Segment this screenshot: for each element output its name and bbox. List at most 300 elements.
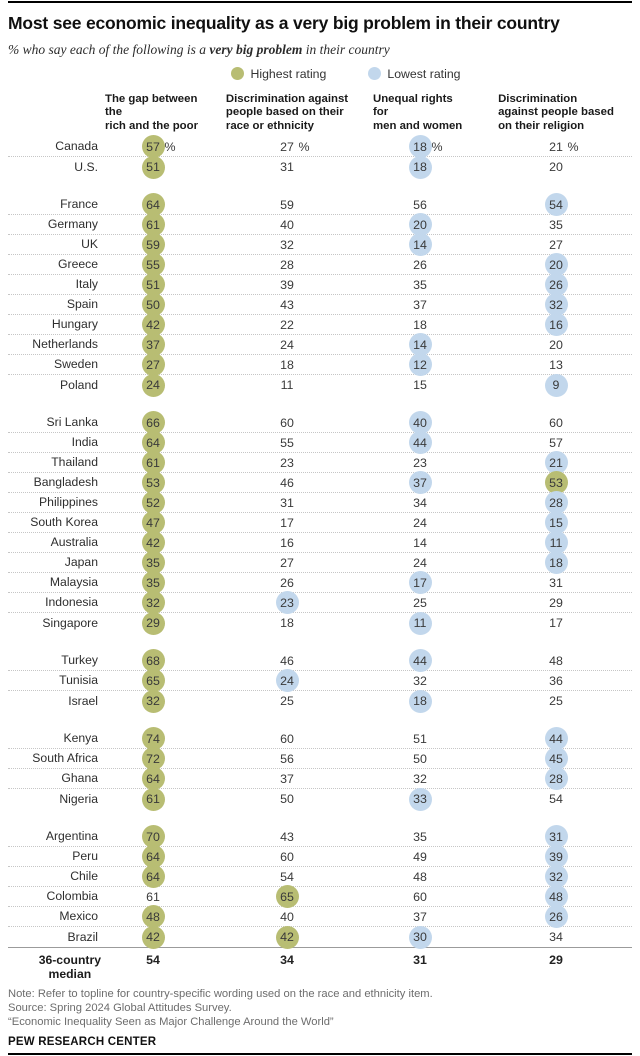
brand-wordmark: PEW RESEARCH CENTER (8, 1036, 157, 1048)
high-rating-bubble: 61 (142, 788, 165, 811)
value-cell (467, 493, 629, 512)
value-cell (201, 275, 373, 294)
value-text: 37 (413, 909, 427, 924)
value-cell (467, 553, 629, 572)
value-cell (467, 513, 629, 532)
value-cell (373, 413, 467, 432)
high-rating-bubble: 35 (142, 571, 165, 594)
value-cell (373, 651, 467, 670)
value-cell (467, 573, 629, 592)
table-row (8, 533, 632, 553)
median-value: 29 (549, 953, 563, 967)
country-group (8, 413, 632, 633)
country-label: Poland (60, 377, 98, 392)
country-label: South Korea (30, 515, 98, 529)
value-cell (467, 315, 629, 334)
table-row (8, 473, 632, 493)
median-label: 36-country median (38, 953, 101, 981)
country-label: Sri Lanka (46, 415, 98, 429)
value-cell (373, 553, 467, 572)
low-rating-bubble: 45 (545, 747, 568, 770)
value-text: 24 (280, 337, 294, 352)
value-cell (105, 315, 201, 334)
value-cell: 21 % (467, 137, 629, 156)
low-rating-dot-icon (368, 67, 381, 80)
value-text: 37 (280, 771, 294, 786)
country-label: Argentina (45, 829, 98, 843)
value-text: 60 (549, 415, 563, 430)
bottom-rule (8, 1053, 632, 1055)
high-rating-bubble: 64 (142, 767, 165, 790)
value-cell (467, 473, 629, 492)
value-cell (105, 215, 201, 234)
value-cell (105, 195, 201, 214)
column-header (373, 93, 467, 134)
value-text: 26 (413, 257, 427, 272)
value-cell (373, 533, 467, 552)
country-group (8, 651, 632, 711)
value-cell (467, 692, 629, 711)
value-text: 16 (280, 535, 294, 550)
value-text: 46 (280, 475, 294, 490)
low-rating-bubble: 12 (409, 353, 432, 376)
value-text: 29 (549, 595, 563, 610)
value-cell (373, 255, 467, 274)
country-label: Thailand (51, 455, 98, 469)
country-label: Tunisia (59, 673, 98, 687)
high-rating-bubble: 32 (142, 690, 165, 713)
value-cell (201, 453, 373, 472)
value-cell (105, 513, 201, 532)
value-cell (105, 553, 201, 572)
country-label: Indonesia (45, 595, 98, 609)
country-group (8, 827, 632, 947)
value-text: 17 (280, 515, 294, 530)
value-cell (201, 255, 373, 274)
column-headers (8, 87, 632, 137)
country-label: Nigeria (59, 791, 98, 806)
table-row (8, 375, 632, 395)
high-rating-bubble: 29 (142, 612, 165, 635)
country-label: Netherlands (32, 337, 98, 351)
table-row (8, 355, 632, 375)
value-cell (201, 769, 373, 788)
value-text: 31 (549, 575, 563, 590)
value-cell (467, 729, 629, 748)
high-rating-bubble: 64 (142, 865, 165, 888)
value-cell (201, 614, 373, 633)
low-rating-bubble: 26 (545, 273, 568, 296)
value-cell (201, 651, 373, 670)
country-label: Mexico (59, 909, 98, 923)
value-cell (105, 749, 201, 768)
value-cell (467, 413, 629, 432)
low-rating-bubble: 39 (545, 845, 568, 868)
median-row (8, 947, 632, 983)
table-row (8, 335, 632, 355)
low-rating-bubble: 20 (545, 253, 568, 276)
value-text: 27 (549, 237, 563, 252)
value-cell (467, 671, 629, 690)
value-text: 24 (413, 515, 427, 530)
value-cell (373, 453, 467, 472)
country-label: Peru (72, 849, 98, 863)
low-rating-bubble: 11 (409, 612, 432, 635)
country-label: Philippines (39, 495, 98, 509)
value-cell (201, 355, 373, 374)
value-cell (373, 593, 467, 612)
value-cell (467, 295, 629, 314)
table-row (8, 867, 632, 887)
value-cell (201, 413, 373, 432)
high-rating-bubble: 66 (142, 411, 165, 434)
value-cell (201, 790, 373, 809)
value-text: 32 (413, 673, 427, 688)
high-rating-bubble: 53 (545, 471, 568, 494)
column-header (467, 93, 629, 134)
value-cell (467, 928, 629, 947)
high-rating-bubble: 52 (142, 491, 165, 514)
high-rating-dot-icon (231, 67, 244, 80)
value-cell (105, 235, 201, 254)
value-cell (105, 790, 201, 809)
value-cell (467, 215, 629, 234)
value-cell (373, 827, 467, 846)
table-row (8, 235, 632, 255)
table-row (8, 513, 632, 533)
value-cell (467, 907, 629, 926)
value-cell (373, 215, 467, 234)
value-cell (467, 453, 629, 472)
value-text: 34 (413, 495, 427, 510)
table-row (8, 769, 632, 789)
high-rating-bubble: 59 (142, 233, 165, 256)
value-cell (373, 887, 467, 906)
country-label: Bangladesh (33, 475, 98, 489)
value-text: 20 (549, 337, 563, 352)
low-rating-bubble: 24 (276, 669, 299, 692)
value-cell (373, 847, 467, 866)
value-text: 37 (413, 297, 427, 312)
value-text: 15 (413, 378, 427, 392)
country-label: Chile (70, 869, 98, 883)
high-rating-bubble: 61 (142, 213, 165, 236)
table-row (8, 275, 632, 295)
high-rating-bubble: 24 (142, 374, 165, 397)
table-row (8, 749, 632, 769)
high-rating-bubble: 37 (142, 333, 165, 356)
value-cell: 27 % (201, 137, 373, 156)
value-text: 51 (413, 731, 427, 746)
low-rating-bubble: 44 (409, 431, 432, 454)
value-cell (105, 533, 201, 552)
value-text: 26 (280, 575, 294, 590)
country-label: Israel (68, 693, 98, 708)
table-row (8, 413, 632, 433)
high-rating-bubble: 64 (142, 845, 165, 868)
value-cell (105, 413, 201, 432)
low-rating-bubble: 32 (545, 865, 568, 888)
value-text: 54 (549, 792, 563, 806)
value-text: 25 (413, 595, 427, 610)
value-text: 49 (413, 849, 427, 864)
value-text: 56 (413, 197, 427, 212)
high-rating-bubble: 64 (142, 193, 165, 216)
value-text: 11 (280, 378, 294, 392)
value-cell (201, 195, 373, 214)
value-cell (105, 376, 201, 395)
value-text: 13 (549, 357, 563, 372)
high-rating-bubble: 42 (142, 926, 165, 949)
country-label: Ghana (61, 771, 98, 785)
country-label: Sweden (53, 357, 98, 371)
value-cell (105, 355, 201, 374)
country-label: Japan (64, 555, 98, 569)
table-row (8, 215, 632, 235)
table-row (8, 789, 632, 809)
value-cell (105, 493, 201, 512)
column-header-text: Discrimination against people based on their religion (498, 92, 614, 132)
high-rating-bubble: 74 (142, 727, 165, 750)
country-label: Brazil (67, 929, 98, 944)
value-text: 43 (280, 297, 294, 312)
high-rating-bubble: 50 (142, 293, 165, 316)
value-text: 14 (413, 535, 427, 550)
value-text: 32 (413, 771, 427, 786)
value-cell (373, 355, 467, 374)
value-text: 18 (413, 317, 427, 332)
value-cell (373, 928, 467, 947)
column-header (201, 93, 373, 134)
country-label: Kenya (63, 731, 98, 745)
value-cell (467, 158, 629, 177)
value-cell (373, 433, 467, 452)
value-cell (201, 158, 373, 177)
value-cell (467, 749, 629, 768)
value-cell (467, 867, 629, 886)
value-text: 35 (413, 829, 427, 844)
notes (8, 987, 632, 1029)
low-rating-bubble: 33 (409, 788, 432, 811)
low-rating-bubble: 18 (409, 135, 432, 158)
value-cell (373, 335, 467, 354)
value-text: 20 (549, 160, 563, 174)
low-rating-bubble: 15 (545, 511, 568, 534)
value-text: 18 (280, 616, 294, 630)
value-cell (201, 749, 373, 768)
country-label: Greece (58, 257, 98, 271)
value-cell (105, 651, 201, 670)
low-rating-bubble: 28 (545, 491, 568, 514)
value-text: 18 (280, 357, 294, 372)
high-rating-bubble: 42 (142, 313, 165, 336)
value-text: 27 (280, 555, 294, 570)
value-text: 35 (549, 217, 563, 232)
legend-item-low (368, 67, 460, 81)
value-cell (467, 533, 629, 552)
country-label: Spain (66, 297, 98, 311)
value-cell (105, 593, 201, 612)
low-rating-bubble: 44 (409, 649, 432, 672)
value-cell (105, 847, 201, 866)
value-cell (201, 533, 373, 552)
legend-item-high (231, 67, 326, 81)
value-cell (201, 847, 373, 866)
table-row (8, 433, 632, 453)
value-cell (105, 573, 201, 592)
value-cell (467, 195, 629, 214)
table-row (8, 453, 632, 473)
value-text: 35 (413, 277, 427, 292)
value-cell (373, 573, 467, 592)
country-label: Hungary (51, 317, 98, 331)
country-label: Italy (75, 277, 98, 291)
value-cell (373, 790, 467, 809)
value-text: 43 (280, 829, 294, 844)
value-cell (105, 614, 201, 633)
value-cell (373, 907, 467, 926)
value-cell (373, 295, 467, 314)
note-line: Note: Refer to topline for country-specific wording used on the race and ethnicity item. (8, 988, 433, 1000)
value-cell (105, 887, 201, 906)
value-cell (201, 729, 373, 748)
high-rating-bubble: 65 (142, 669, 165, 692)
value-cell (467, 827, 629, 846)
legend-label: Highest rating (250, 66, 327, 81)
high-rating-bubble: 27 (142, 353, 165, 376)
value-cell (201, 215, 373, 234)
high-rating-bubble: 42 (142, 531, 165, 554)
low-rating-bubble: 16 (545, 313, 568, 336)
value-cell (201, 827, 373, 846)
country-group (8, 137, 632, 177)
high-rating-bubble: 72 (142, 747, 165, 770)
high-rating-bubble: 61 (142, 451, 165, 474)
table-row (8, 553, 632, 573)
value-cell (373, 749, 467, 768)
column-header-text: Unequal rights for men and women (373, 92, 463, 132)
low-rating-bubble: 20 (409, 213, 432, 236)
value-cell (201, 433, 373, 452)
value-cell (105, 692, 201, 711)
value-text: 28 (280, 257, 294, 272)
table-row (8, 573, 632, 593)
value-cell (467, 651, 629, 670)
value-cell (467, 847, 629, 866)
value-cell (201, 473, 373, 492)
table-row (8, 827, 632, 847)
value-text: 59 (280, 197, 294, 212)
table-row (8, 847, 632, 867)
table-row (8, 691, 632, 711)
chart-title: Most see economic inequality as a very big problem in their country (8, 13, 560, 33)
high-rating-bubble: 35 (142, 551, 165, 574)
country-label: Germany (47, 217, 98, 231)
value-text: 17 (549, 616, 563, 630)
value-cell (201, 593, 373, 612)
country-label: South Africa (32, 751, 98, 765)
value-text: 48 (413, 869, 427, 884)
value-text: 24 (413, 555, 427, 570)
value-cell (201, 493, 373, 512)
value-cell (201, 315, 373, 334)
value-cell: 57 % (105, 137, 201, 156)
low-rating-bubble: 37 (409, 471, 432, 494)
value-cell (373, 614, 467, 633)
table-row (8, 295, 632, 315)
table-row (8, 493, 632, 513)
country-label: Turkey (61, 653, 98, 667)
table-row (8, 255, 632, 275)
value-text: 34 (549, 930, 563, 944)
value-cell (105, 473, 201, 492)
table-row (8, 651, 632, 671)
country-label: France (60, 197, 98, 211)
value-cell (105, 275, 201, 294)
value-cell (467, 614, 629, 633)
value-text: 55 (280, 435, 294, 450)
legend-label: Lowest rating (387, 66, 461, 81)
column-header (105, 93, 201, 134)
value-cell (373, 158, 467, 177)
table-row (8, 613, 632, 633)
value-cell (201, 867, 373, 886)
table-row (8, 671, 632, 691)
value-text: 27 (280, 139, 294, 154)
high-rating-bubble: 48 (142, 905, 165, 928)
table-row (8, 887, 632, 907)
value-text: 50 (413, 751, 427, 766)
table-row (8, 195, 632, 215)
table-row (8, 157, 632, 177)
value-cell (105, 769, 201, 788)
table-row (8, 137, 632, 157)
country-label: UK (81, 237, 98, 251)
value-text: 40 (280, 909, 294, 924)
value-cell (373, 275, 467, 294)
value-cell (201, 928, 373, 947)
chart-subtitle (8, 41, 632, 58)
value-cell (373, 195, 467, 214)
value-text: 60 (280, 731, 294, 746)
value-cell (467, 376, 629, 395)
value-text: 25 (280, 694, 294, 708)
country-label: Australia (50, 535, 98, 549)
value-cell (105, 335, 201, 354)
value-cell (373, 315, 467, 334)
high-rating-bubble: 68 (142, 649, 165, 672)
value-cell (105, 907, 201, 926)
data-table (8, 137, 632, 947)
high-rating-bubble: 42 (276, 926, 299, 949)
low-rating-bubble: 23 (276, 591, 299, 614)
low-rating-bubble: 44 (545, 727, 568, 750)
value-text: 46 (280, 653, 294, 668)
high-rating-bubble: 70 (142, 825, 165, 848)
legend (8, 65, 632, 82)
low-rating-bubble: 54 (545, 193, 568, 216)
value-cell (467, 769, 629, 788)
subtitle-emphasis: very big problem (209, 42, 303, 57)
value-cell (467, 335, 629, 354)
value-cell (373, 692, 467, 711)
value-cell (201, 513, 373, 532)
value-cell (105, 453, 201, 472)
high-rating-bubble: 57 (142, 135, 165, 158)
low-rating-bubble: 11 (545, 531, 568, 554)
low-rating-bubble: 48 (545, 885, 568, 908)
value-cell (373, 513, 467, 532)
